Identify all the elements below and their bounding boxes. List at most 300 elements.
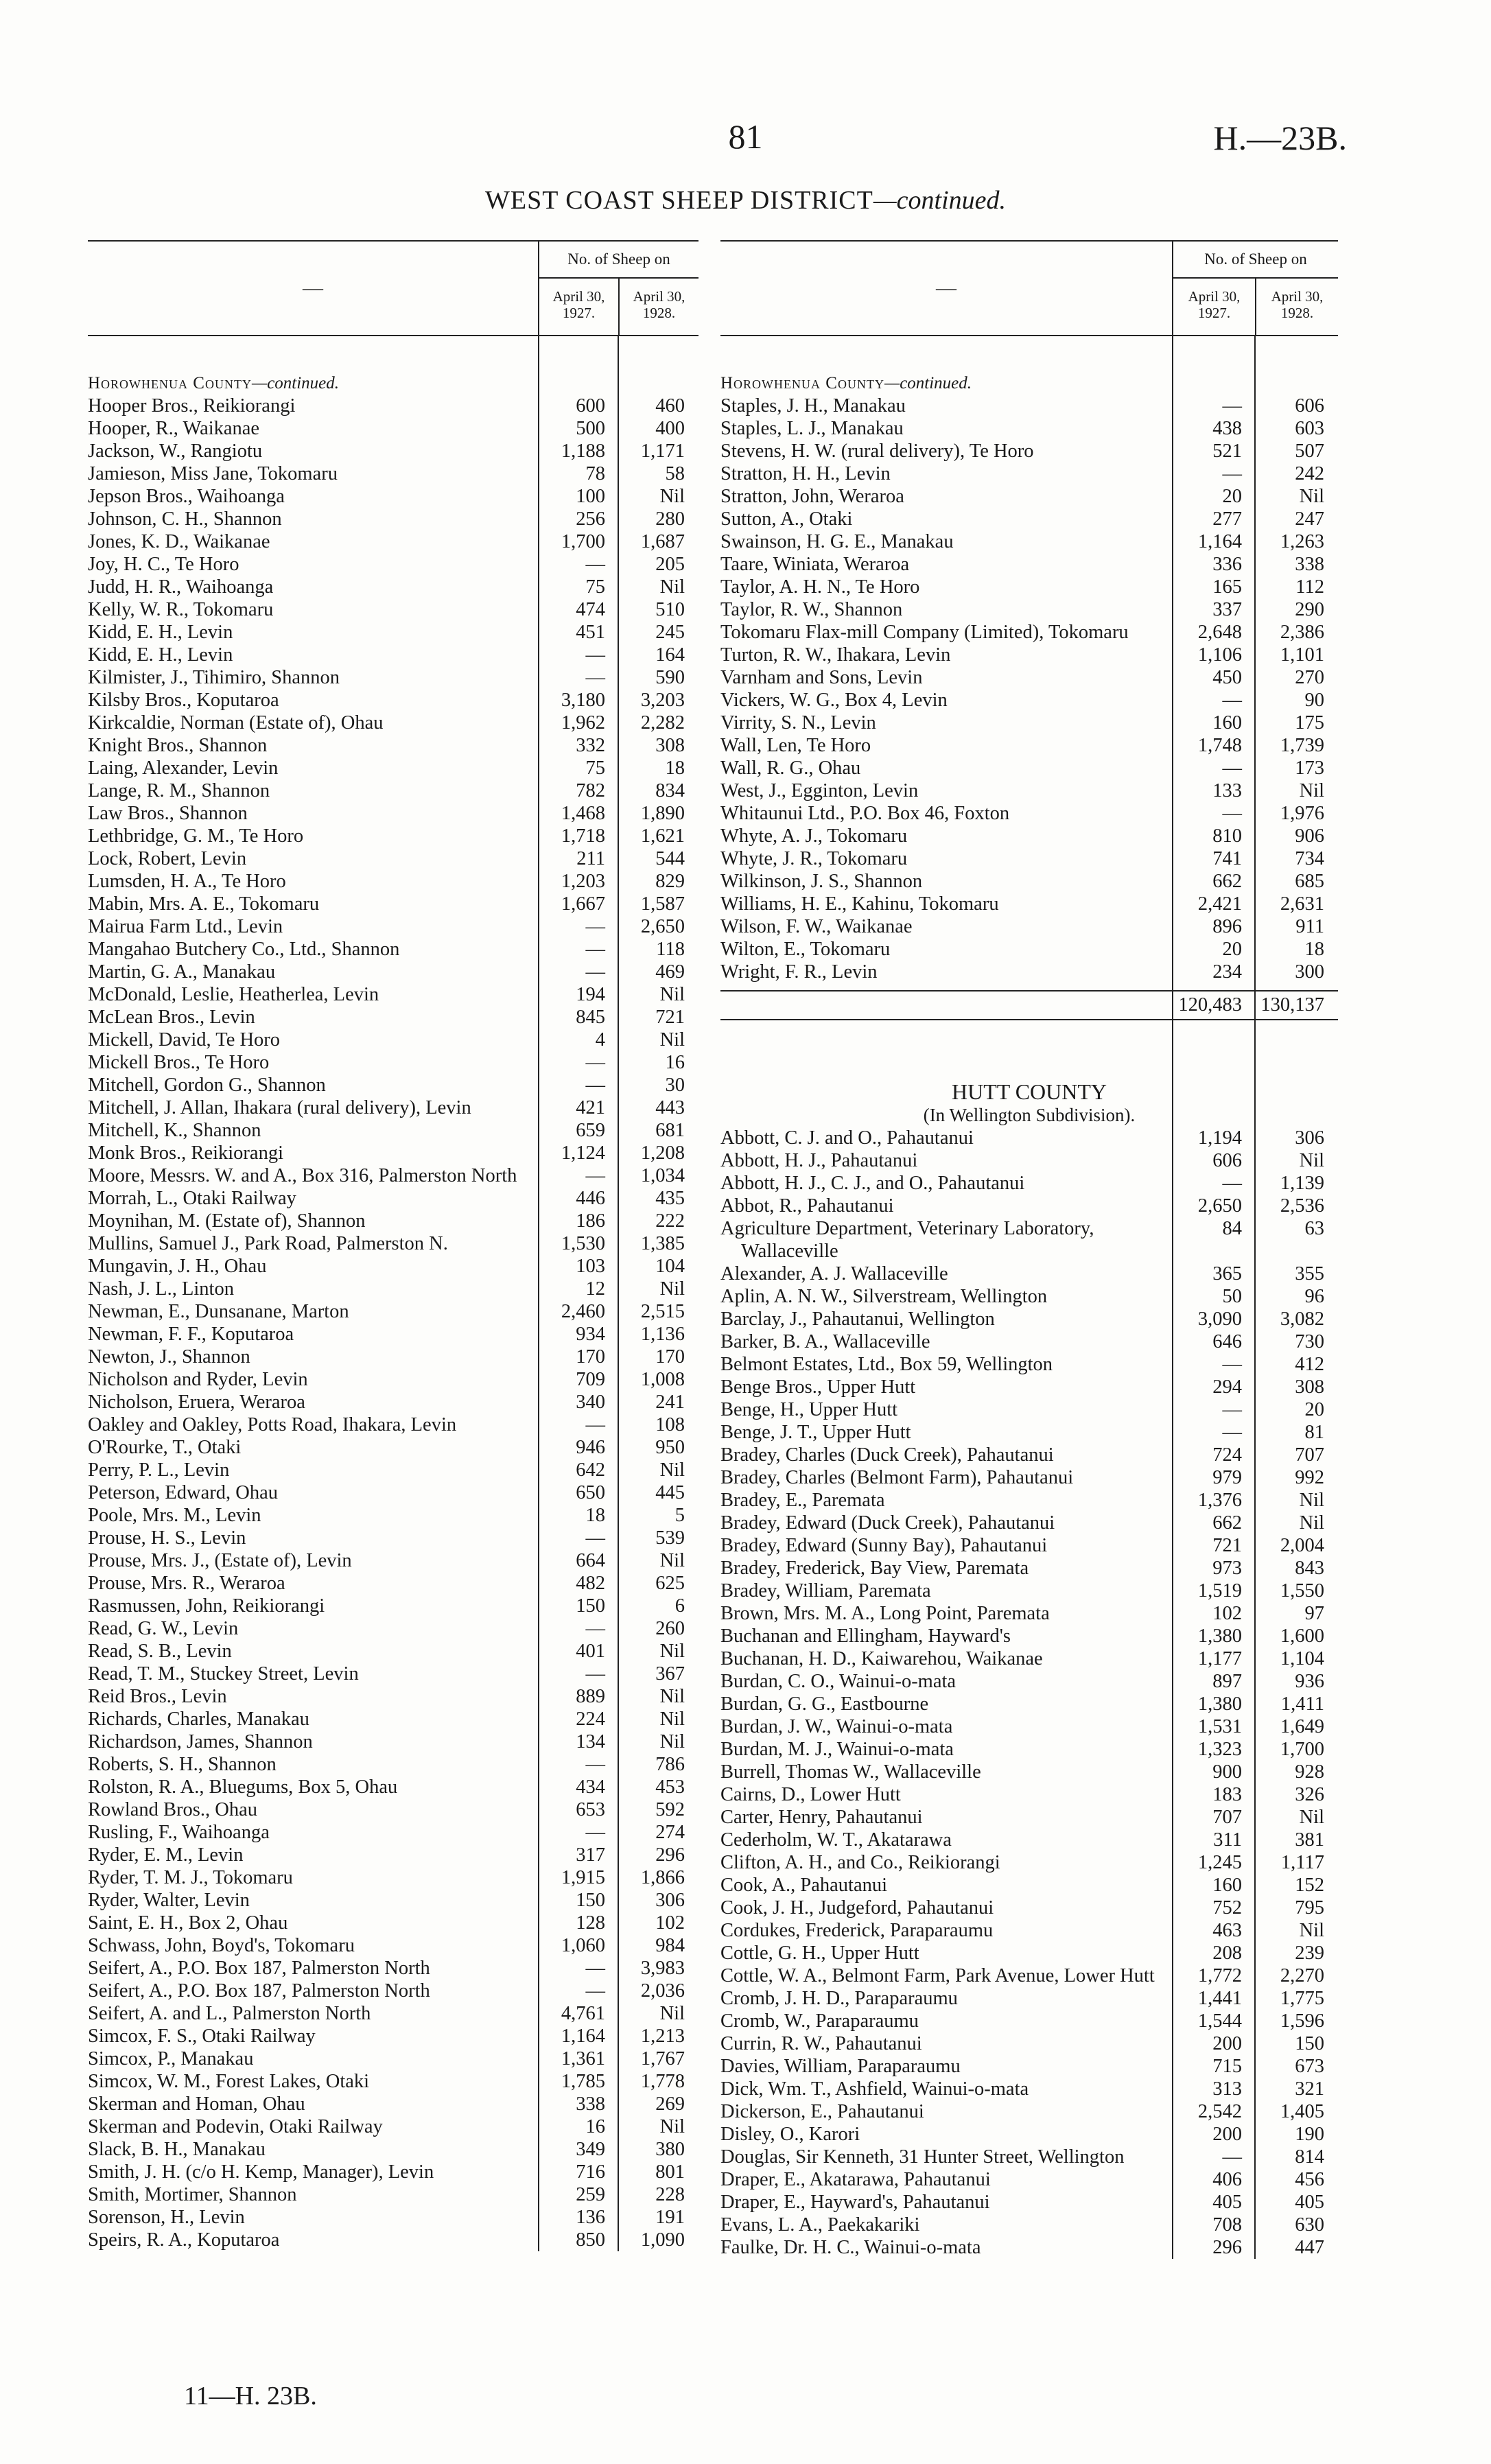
owner-name: Prouse, Mrs. R., Weraroa	[88, 1573, 285, 1594]
sheep-1928: 30	[665, 1075, 685, 1096]
table-row	[88, 1323, 698, 1346]
owner-name: Rowland Bros., Ohau	[88, 1799, 257, 1820]
owner-name: Benge, H., Upper Hutt	[720, 1399, 898, 1420]
sheep-1927: —	[585, 1822, 605, 1843]
sheep-1928: Nil	[659, 1278, 685, 1300]
owner-name: Moore, Messrs. W. and A., Box 316, Palmerston North	[88, 1165, 517, 1186]
sheep-1928: 16	[665, 1052, 685, 1073]
sheep-1928: 1,208	[640, 1142, 685, 1164]
owner-name: Buchanan and Ellingham, Hayward's	[720, 1626, 1011, 1647]
table-row	[720, 1987, 1338, 2010]
sheep-1927: 4	[595, 1029, 605, 1051]
table-row	[720, 1806, 1338, 1829]
table-row	[88, 553, 698, 576]
left-column	[88, 240, 698, 2251]
sheep-1927: 1,203	[561, 871, 605, 892]
table-row	[88, 1210, 698, 1232]
owner-name: Wall, R. G., Ohau	[720, 758, 861, 779]
sheep-1927: 78	[585, 463, 605, 484]
owner-name: Kidd, E. H., Levin	[88, 622, 233, 643]
sheep-1928: 707	[1295, 1444, 1324, 1466]
sheep-1927: —	[585, 1527, 605, 1549]
sheep-count-header	[539, 242, 698, 335]
sheep-1928: 247	[1295, 508, 1324, 530]
sheep-1928: 164	[655, 644, 685, 666]
table-row	[88, 1096, 698, 1119]
owner-name: Mitchell, K., Shannon	[88, 1120, 261, 1141]
sheep-1927: 707	[1212, 1807, 1242, 1828]
table-row	[88, 1278, 698, 1300]
sheep-1927: 1,164	[1197, 531, 1242, 552]
sheep-1928: Nil	[659, 984, 685, 1005]
sheep-1927: 234	[1212, 961, 1242, 983]
sheep-1927: 208	[1212, 1943, 1242, 1964]
table-row	[88, 847, 698, 870]
table-row	[88, 2070, 698, 2093]
owner-name: Joy, H. C., Te Horo	[88, 554, 239, 575]
owner-name: Cromb, J. H. D., Paraparaumu	[720, 1988, 958, 2009]
table-row	[88, 1980, 698, 2002]
sheep-1927: 2,460	[561, 1301, 605, 1322]
table-row	[88, 440, 698, 462]
sheep-1927: 277	[1212, 508, 1242, 530]
sheep-1927: 136	[576, 2207, 605, 2228]
sheep-1927: 1,188	[561, 441, 605, 462]
table-row	[88, 1346, 698, 1368]
owner-name: Prouse, Mrs. J., (Estate of), Levin	[88, 1550, 352, 1571]
table-row	[720, 712, 1338, 734]
owner-name: Skerman and Podevin, Otaki Railway	[88, 2116, 383, 2137]
owner-name: Agriculture Department, Veterinary Laboratory, Wallaceville	[720, 1218, 1094, 1262]
sheep-1927: 653	[576, 1799, 605, 1820]
sheep-1927: 2,542	[1197, 2101, 1242, 2122]
sheep-1927: —	[585, 1980, 605, 2002]
owner-name: Benge Bros., Upper Hutt	[720, 1376, 916, 1398]
owner-name: Rusling, F., Waihoanga	[88, 1822, 270, 1843]
sheep-1928: 97	[1304, 1603, 1324, 1624]
owner-name: Lock, Robert, Levin	[88, 848, 247, 869]
table-row	[720, 621, 1338, 644]
table-row	[720, 1421, 1338, 1444]
sheep-1928: 412	[1295, 1354, 1324, 1375]
table-row	[720, 485, 1338, 508]
sheep-1927: 1,531	[1197, 1716, 1242, 1737]
sheep-count-header	[1173, 242, 1338, 335]
owner-name: Mangahao Butchery Co., Ltd., Shannon	[88, 939, 400, 960]
owner-name: Simcox, P., Manakau	[88, 2048, 254, 2069]
sheep-1928: 18	[1304, 939, 1324, 960]
table-row	[88, 1006, 698, 1029]
owner-name: Taylor, R. W., Shannon	[720, 599, 903, 620]
sheep-1927: 405	[1212, 2192, 1242, 2213]
sheep-1928: 321	[1295, 2078, 1324, 2100]
owner-name: Slack, B. H., Manakau	[88, 2139, 266, 2160]
table-row	[720, 1557, 1338, 1580]
table-row	[88, 395, 698, 417]
sheep-1928: 456	[1295, 2169, 1324, 2190]
right-column	[720, 240, 1338, 2259]
sheep-1927: 752	[1212, 1897, 1242, 1919]
sheep-1928: 102	[655, 1912, 685, 1934]
sheep-1928: 1,411	[1280, 1693, 1324, 1715]
table-row	[88, 666, 698, 689]
table-row	[88, 983, 698, 1006]
sheep-1928: 734	[1295, 848, 1324, 869]
sheep-1928: 269	[655, 2093, 685, 2115]
sheep-1927: 973	[1212, 1558, 1242, 1579]
sheep-1927: 716	[576, 2161, 605, 2183]
owner-name: Nicholson, Eruera, Weraroa	[88, 1392, 305, 1413]
sheep-1927: 606	[1212, 1150, 1242, 1171]
sheep-1927: 332	[576, 735, 605, 756]
sheep-1928: 3,203	[640, 690, 685, 711]
owner-name: Bradey, William, Paremata	[720, 1580, 931, 1601]
table-row	[88, 1074, 698, 1096]
table-row	[720, 2010, 1338, 2032]
table-row	[720, 1330, 1338, 1353]
sheep-1927: —	[1222, 395, 1242, 416]
table-row	[720, 553, 1338, 576]
sheep-1928: Nil	[659, 1731, 685, 1752]
sheep-1927: 1,748	[1197, 735, 1242, 756]
owner-name: Seifert, A., P.O. Box 187, Palmerston North	[88, 1958, 430, 1979]
owner-name: Mullins, Samuel J., Park Road, Palmerston N.	[88, 1233, 448, 1254]
table-row	[88, 598, 698, 621]
owner-name: Williams, H. E., Kahinu, Tokomaru	[720, 893, 999, 915]
owner-name: Burdan, C. O., Wainui-o-mata	[720, 1671, 956, 1692]
sheep-1928: 326	[1295, 1784, 1324, 1805]
table-row	[88, 530, 698, 553]
table-row	[88, 2161, 698, 2183]
owner-name: Bradey, Charles (Duck Creek), Pahautanui	[720, 1444, 1054, 1466]
table-row	[720, 802, 1338, 825]
table-row	[88, 1504, 698, 1527]
table-row	[88, 870, 698, 893]
owner-name: Wright, F. R., Levin	[720, 961, 878, 983]
sheep-1928: 447	[1295, 2237, 1324, 2258]
table-row	[720, 825, 1338, 847]
sheep-1927: 446	[576, 1188, 605, 1209]
owner-name: Draper, E., Hayward's, Pahautanui	[720, 2192, 990, 2213]
table-row	[88, 2229, 698, 2251]
sheep-1928: Nil	[1299, 486, 1324, 507]
sheep-1927: 715	[1212, 2056, 1242, 2077]
owner-name: Jackson, W., Rangiotu	[88, 441, 263, 462]
sheep-1927: 211	[576, 848, 605, 869]
owner-name: Prouse, H. S., Levin	[88, 1527, 246, 1549]
owner-name: Draper, E., Akatarawa, Pahautanui	[720, 2169, 991, 2190]
table-row	[720, 779, 1338, 802]
sheep-1928: 1,866	[640, 1867, 685, 1888]
sheep-1927: 1,376	[1197, 1490, 1242, 1511]
sheep-1928: 405	[1295, 2192, 1324, 2213]
sheep-1927: 170	[576, 1346, 605, 1368]
owner-name: Hooper, R., Waikanae	[88, 418, 260, 439]
sheep-1928: 843	[1295, 1558, 1324, 1579]
table-row	[88, 1730, 698, 1753]
table-row	[720, 1489, 1338, 1512]
table-row	[720, 530, 1338, 553]
table-row	[88, 1595, 698, 1617]
owner-name: Johnson, C. H., Shannon	[88, 508, 282, 530]
sheep-1927: 721	[1212, 1535, 1242, 1556]
sheep-1928: 1,621	[640, 825, 685, 847]
sheep-1927: 1,519	[1197, 1580, 1242, 1601]
sheep-1927: 934	[576, 1324, 605, 1345]
sheep-1928: 3,983	[640, 1958, 685, 1979]
sheep-1927: 897	[1212, 1671, 1242, 1692]
sheep-1928: 801	[655, 2161, 685, 2183]
table-row	[88, 893, 698, 915]
table-row	[88, 1232, 698, 1255]
owner-name: Skerman and Homan, Ohau	[88, 2093, 305, 2115]
owner-name: Varnham and Sons, Levin	[720, 667, 923, 688]
sheep-1928: 228	[655, 2184, 685, 2205]
sheep-1927: 311	[1213, 1829, 1242, 1851]
owner-name: Virrity, S. N., Levin	[720, 712, 876, 734]
sheep-1928: 1,550	[1280, 1580, 1324, 1601]
sheep-1927: —	[1222, 803, 1242, 824]
sheep-1928: 453	[655, 1776, 685, 1798]
sheep-1928: 381	[1295, 1829, 1324, 1851]
sheep-1927: 1,915	[561, 1867, 605, 1888]
sheep-1927: 401	[576, 1641, 605, 1662]
owner-name: Staples, L. J., Manakau	[720, 418, 904, 439]
sheep-1928: Nil	[659, 486, 685, 507]
table-row	[88, 734, 698, 757]
table-row	[720, 2236, 1338, 2259]
owner-name: Ryder, E. M., Levin	[88, 1844, 244, 1866]
sheep-1927: 50	[1222, 1286, 1242, 1307]
sheep-1928: 58	[665, 463, 685, 484]
table-row	[88, 1051, 698, 1074]
owner-name: Moynihan, M. (Estate of), Shannon	[88, 1210, 366, 1232]
sheep-1927: —	[1222, 1399, 1242, 1420]
owner-name: Mickell, David, Te Horo	[88, 1029, 281, 1051]
table-row	[720, 1195, 1338, 1217]
page-title	[0, 185, 1491, 215]
table-row	[88, 576, 698, 598]
owner-name: Speirs, R. A., Koputaroa	[88, 2229, 280, 2251]
table-row	[88, 1391, 698, 1413]
sheep-1928: 205	[655, 554, 685, 575]
total-row	[720, 990, 1338, 1020]
owner-name: Currin, R. W., Pahautanui	[720, 2033, 922, 2054]
sheep-1928: 170	[655, 1346, 685, 1368]
sheep-1927: —	[585, 1075, 605, 1096]
sheep-1928: 308	[1295, 1376, 1324, 1398]
owner-name: Bradey, Frederick, Bay View, Paremata	[720, 1558, 1029, 1579]
sheep-1927: 183	[1212, 1784, 1242, 1805]
sheep-1927: 2,648	[1197, 622, 1242, 643]
owner-name: Mitchell, Gordon G., Shannon	[88, 1075, 326, 1096]
sheep-1927: 642	[576, 1459, 605, 1481]
owner-name: Schwass, John, Boyd's, Tokomaru	[88, 1935, 355, 1956]
sheep-1927: —	[1222, 690, 1242, 711]
sheep-1927: 75	[585, 576, 605, 598]
sheep-1927: 1,106	[1197, 644, 1242, 666]
owner-name: Clifton, A. H., and Co., Reikiorangi	[720, 1852, 1000, 1873]
sheep-1928: 173	[1295, 758, 1324, 779]
title-suffix: —continued.	[873, 186, 1006, 215]
table-row	[88, 1663, 698, 1685]
owner-name: Reid Bros., Levin	[88, 1686, 227, 1707]
table-row	[720, 1602, 1338, 1625]
owner-name: Sutton, A., Otaki	[720, 508, 853, 530]
sheep-1927: 313	[1212, 2078, 1242, 2100]
owner-name: Belmont Estates, Ltd., Box 59, Wellington	[720, 1354, 1053, 1375]
sheep-1928: 507	[1295, 441, 1324, 462]
table-row	[88, 1617, 698, 1640]
table-row	[720, 1874, 1338, 1897]
sheep-1928: Nil	[1299, 1512, 1324, 1534]
table-body	[88, 336, 698, 2251]
sheep-1927: 845	[576, 1007, 605, 1028]
owner-name: Rolston, R. A., Bluegums, Box 5, Ohau	[88, 1776, 398, 1798]
owner-name: Vickers, W. G., Box 4, Levin	[720, 690, 948, 711]
table-row	[88, 2115, 698, 2138]
column-header	[720, 242, 1338, 336]
name-header: —	[88, 242, 539, 335]
sheep-1928: 400	[655, 418, 685, 439]
sheep-1928: 296	[655, 1844, 685, 1866]
total-1928: 130,137	[1260, 994, 1324, 1016]
table-row	[720, 1829, 1338, 1851]
sheep-1928: 2,650	[640, 916, 685, 937]
sheep-1928: 460	[655, 395, 685, 416]
table-row	[88, 1029, 698, 1051]
table-row	[720, 508, 1338, 530]
table-row	[720, 1715, 1338, 1738]
sheep-1927: 1,700	[561, 531, 605, 552]
table-row	[720, 1580, 1338, 1602]
sheep-1928: 1,700	[1280, 1739, 1324, 1760]
owner-name: Newman, F. F., Koputaroa	[88, 1324, 294, 1345]
header-1928: April 30, 1928.	[1271, 288, 1324, 321]
table-row	[88, 1934, 698, 1957]
sheep-1928: 1,104	[1280, 1648, 1324, 1669]
sheep-1927: 100	[576, 486, 605, 507]
sheep-1927: 294	[1212, 1376, 1242, 1398]
table-row	[720, 1217, 1338, 1263]
owner-name: Smith, J. H. (c/o H. Kemp, Manager), Levin	[88, 2161, 434, 2183]
owner-name: Mitchell, J. Allan, Ihakara (rural delivery), Levin	[88, 1097, 471, 1118]
sheep-1927: 1,772	[1197, 1965, 1242, 1986]
owner-name: Simcox, W. M., Forest Lakes, Otaki	[88, 2071, 370, 2092]
sheep-1927: 365	[1212, 1263, 1242, 1284]
table-row	[720, 1512, 1338, 1534]
sheep-1928: 1,767	[640, 2048, 685, 2069]
table-row	[88, 757, 698, 779]
sheep-1927: 160	[1212, 1875, 1242, 1896]
sheep-1928: 834	[655, 780, 685, 801]
owner-name: Cook, A., Pahautanui	[720, 1875, 888, 1896]
sheep-1928: 443	[655, 1097, 685, 1118]
sheep-1927: 128	[576, 1912, 605, 1934]
sheep-1928: 190	[1295, 2124, 1324, 2145]
table-row	[88, 802, 698, 825]
owner-name: McLean Bros., Levin	[88, 1007, 255, 1028]
table-row	[720, 440, 1338, 462]
sheep-1927: 600	[576, 395, 605, 416]
sheep-1927: 1,380	[1197, 1626, 1242, 1647]
sheep-1928: 306	[1295, 1127, 1324, 1149]
sheep-1928: 1,139	[1280, 1173, 1324, 1194]
sheep-1928: 950	[655, 1437, 685, 1458]
sheep-1928: 1,385	[640, 1233, 685, 1254]
sheep-1928: 730	[1295, 1331, 1324, 1352]
sheep-1928: 96	[1304, 1286, 1324, 1307]
owner-name: Poole, Mrs. M., Levin	[88, 1505, 261, 1526]
sheep-1927: 1,060	[561, 1935, 605, 1956]
owner-name: Ryder, T. M. J., Tokomaru	[88, 1867, 293, 1888]
sheep-1928: 280	[655, 508, 685, 530]
owner-name: Knight Bros., Shannon	[88, 735, 268, 756]
sheep-1928: 81	[1304, 1422, 1324, 1443]
owner-name: Oakley and Oakley, Potts Road, Ihakara, Levin	[88, 1414, 457, 1435]
owner-name: Mairua Farm Ltd., Levin	[88, 916, 283, 937]
table-row	[720, 1670, 1338, 1693]
sheep-1928: 306	[655, 1890, 685, 1911]
owner-name: Nicholson and Ryder, Levin	[88, 1369, 308, 1390]
table-row	[720, 1647, 1338, 1670]
sheep-1927: 421	[576, 1097, 605, 1118]
table-row	[720, 2032, 1338, 2055]
sheep-1928: 63	[1304, 1218, 1324, 1239]
sheep-1927: —	[585, 1165, 605, 1186]
owner-name: Kilsby Bros., Koputaroa	[88, 690, 279, 711]
sheep-1928: 829	[655, 871, 685, 892]
owner-name: Lumsden, H. A., Te Horo	[88, 871, 286, 892]
sheep-1927: 1,245	[1197, 1852, 1242, 1873]
sheep-1928: 1,596	[1280, 2010, 1324, 2032]
sheep-1928: 270	[1295, 667, 1324, 688]
sheep-1928: Nil	[659, 2116, 685, 2137]
owner-name: Monk Bros., Reikiorangi	[88, 1142, 283, 1164]
sheep-1928: 90	[1304, 690, 1324, 711]
table-row	[88, 2206, 698, 2229]
sheep-1928: 241	[655, 1392, 685, 1413]
sheep-1928: Nil	[1299, 1150, 1324, 1171]
owner-name: Seifert, A. and L., Palmerston North	[88, 2003, 371, 2024]
sheep-1928: Nil	[659, 1459, 685, 1481]
table-body	[720, 336, 1338, 2259]
sheep-1928: 786	[655, 1754, 685, 1775]
sheep-1928: 606	[1295, 395, 1324, 416]
sheep-1928: 445	[655, 1482, 685, 1503]
table-row	[88, 644, 698, 666]
owner-name: Roberts, S. H., Shannon	[88, 1754, 277, 1775]
owner-name: Whyte, J. R., Tokomaru	[720, 848, 908, 869]
table-row	[720, 1444, 1338, 1466]
owner-name: Abbott, H. J., C. J., and O., Pahautanui	[720, 1173, 1025, 1194]
sheep-1928: Nil	[659, 576, 685, 598]
table-row	[88, 1798, 698, 1821]
table-row	[88, 825, 698, 847]
table-row	[88, 2093, 698, 2115]
sheep-1928: 18	[665, 758, 685, 779]
sheep-1928: 1,213	[640, 2026, 685, 2047]
page-number: 81	[728, 117, 763, 156]
table-row	[88, 417, 698, 440]
sheep-1927: 1,124	[561, 1142, 605, 1164]
sheep-1927: 1,361	[561, 2048, 605, 2069]
table-row	[88, 1119, 698, 1142]
table-row	[88, 1708, 698, 1730]
table-row	[720, 1761, 1338, 1783]
sheep-1927: 1,468	[561, 803, 605, 824]
owner-name: McDonald, Leslie, Heatherlea, Levin	[88, 984, 379, 1005]
